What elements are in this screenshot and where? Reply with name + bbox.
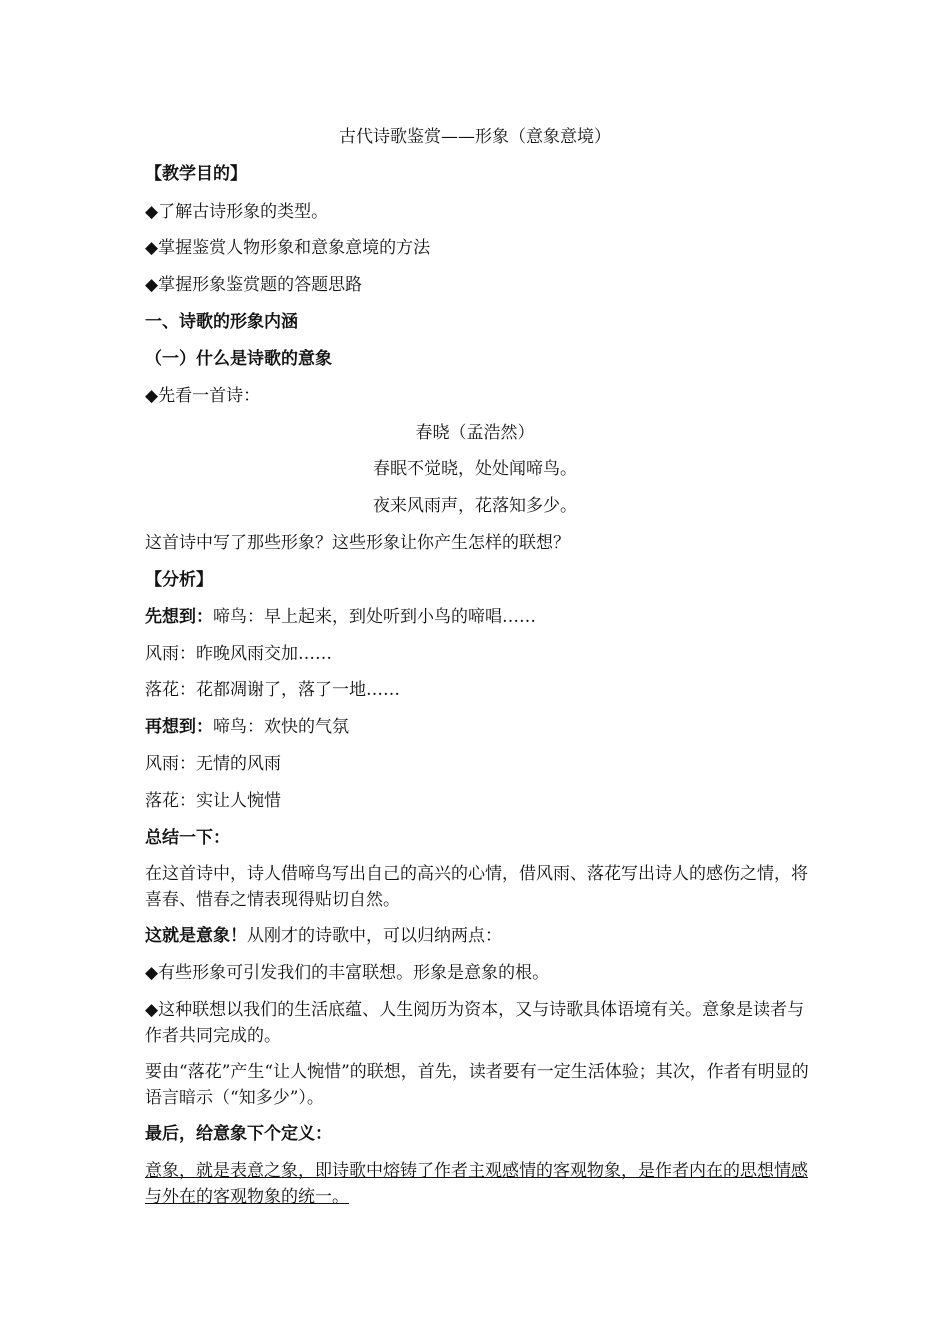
then-think-item: 风雨：无情的风雨 — [145, 754, 281, 774]
first-think-item: 风雨：昨晚风雨交加…… — [145, 644, 332, 664]
poem-intro: ◆先看一首诗： — [145, 386, 261, 406]
imagery-point: ◆这种联想以我们的生活底蕴、人生阅历为资本，又与诗歌具体语境有关。意象是读者与作者共同完成的。 — [145, 1000, 805, 1046]
objective-item: ◆了解古诗形象的类型。 — [145, 202, 329, 222]
page-title: 古代诗歌鉴赏——形象（意象意境） — [339, 127, 611, 147]
summary-heading: 总结一下： — [145, 828, 230, 848]
then-think-row — [145, 714, 810, 740]
then-think-item: 落花：实让人惋惜 — [145, 791, 281, 811]
analysis-heading: 【分析】 — [145, 570, 213, 590]
then-think-item: 啼鸟：欢快的气氛 — [213, 717, 349, 737]
poem-line: 夜来风雨声，花落知多少。 — [373, 496, 577, 516]
first-think-item: 落花：花都凋谢了，落了一地…… — [145, 680, 400, 700]
subsection-heading: （一）什么是诗歌的意象 — [145, 349, 332, 369]
imagery-text: 从刚才的诗歌中，可以归纳两点： — [247, 926, 502, 946]
first-think-label: 先想到： — [145, 607, 213, 627]
poem-title: 春晓（孟浩然） — [415, 423, 535, 443]
question-text: 这首诗中写了那些形象？这些形象让你产生怎样的联想？ — [145, 533, 570, 553]
objective-item: ◆掌握形象鉴赏题的答题思路 — [145, 275, 363, 295]
definition-paragraph: 意象，就是表意之象，即诗歌中熔铸了作者主观感情的客观物象，是作者内在的思想情感与外在的客观物象的统一。 — [145, 1161, 808, 1207]
section-heading: 一、诗歌的形象内涵 — [145, 312, 298, 332]
imagery-row — [145, 923, 810, 949]
objectives-heading: 【教学目的】 — [145, 164, 247, 184]
poem-line: 春眠不觉晓，处处闻啼鸟。 — [373, 459, 577, 479]
first-think-item: 啼鸟：早上起来，到处听到小鸟的啼唱…… — [213, 607, 536, 627]
definition-heading: 最后，给意象下个定义： — [145, 1124, 332, 1144]
first-think-row — [145, 604, 810, 630]
objective-item: ◆掌握鉴赏人物形象和意象意境的方法 — [145, 238, 431, 258]
example-paragraph: 要由“落花”产生“让人惋惜”的联想，首先，读者要有一定生活体验；其次，作者有明显的语言暗示（“知多少”）。 — [145, 1062, 809, 1108]
imagery-point: ◆有些形象可引发我们的丰富联想。形象是意象的根。 — [145, 963, 550, 983]
imagery-label: 这就是意象！ — [145, 926, 247, 946]
then-think-label: 再想到： — [145, 717, 213, 737]
summary-paragraph: 在这首诗中，诗人借啼鸟写出自己的高兴的心情，借风雨、落花写出诗人的感伤之情，将喜春、惜春之情表现得贴切自然。 — [145, 864, 808, 910]
